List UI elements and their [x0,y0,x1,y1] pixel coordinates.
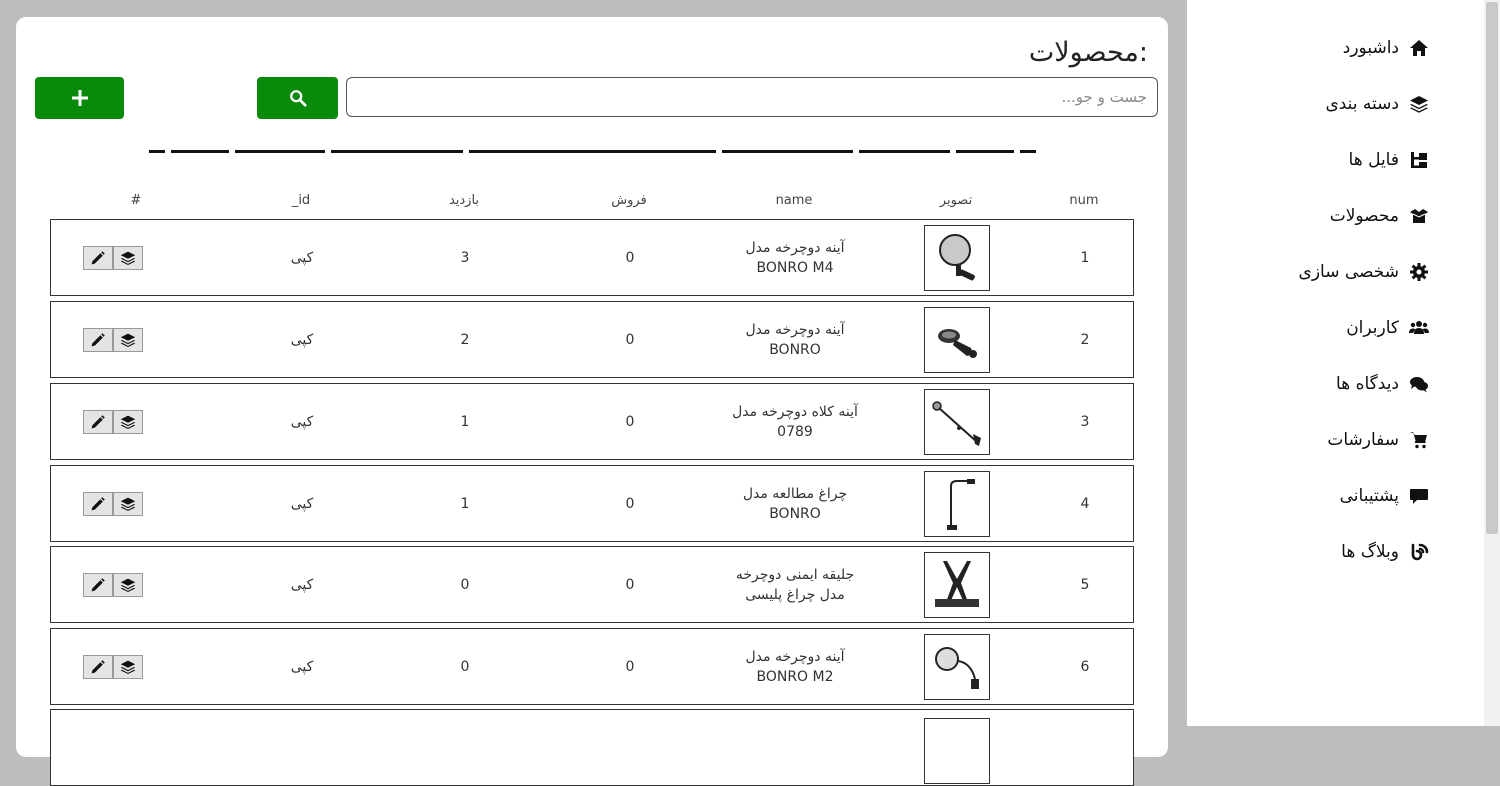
product-name [746,320,845,360]
sidebar-item-files[interactable] [1299,132,1429,188]
sidebar-item-label: سفارشات [1327,430,1399,450]
edit-button[interactable] [83,328,113,352]
header-name: name [775,193,813,208]
row-visits: 2 [460,331,470,348]
product-name [746,647,845,687]
sidebar-item-label: کاربران [1346,318,1399,338]
layers-icon [120,332,136,348]
pencil-icon [90,659,106,675]
header-sales: فروش [611,193,647,208]
edit-button[interactable] [83,410,113,434]
table-row [50,383,1134,460]
edit-button[interactable] [83,492,113,516]
search-input[interactable] [346,77,1158,117]
product-name [736,565,854,605]
sidebar-item-label: دسته بندی [1325,94,1399,114]
edit-button[interactable] [83,655,113,679]
cart-icon [1409,430,1429,450]
pencil-icon [90,414,106,430]
page-link[interactable] [171,150,229,153]
sidebar-item-label: پشتیبانی [1339,486,1399,506]
product-name-line: مدل چراغ پلیسی [745,586,845,603]
product-name-line: چراغ مطالعه مدل [742,485,848,502]
edit-button[interactable] [83,246,113,270]
page-link[interactable] [956,150,1014,153]
header-image: تصویر [939,193,973,208]
box-open-icon [1409,206,1429,226]
page-link[interactable] [235,150,325,153]
product-name-line: BONRO M2 [756,668,834,685]
row-num: 5 [1080,576,1090,593]
search-icon [289,89,307,107]
row-visits: 1 [460,495,470,512]
pencil-icon [90,496,106,512]
layers-icon [120,577,136,593]
row-visits: 0 [460,576,470,593]
sidebar-item-label: محصولات [1329,206,1399,226]
row-sales: 0 [625,658,635,675]
sidebar-item-label: شخصی سازی [1298,262,1399,282]
category-button[interactable] [113,573,143,597]
category-button[interactable] [113,410,143,434]
folder-tree-icon [1409,150,1429,170]
pencil-icon [90,332,106,348]
table-row [50,219,1134,296]
copy-id-link[interactable]: کپی [290,495,314,512]
product-thumbnail[interactable] [924,634,990,700]
row-num: 1 [1080,249,1090,266]
product-name [732,402,858,442]
row-sales: 0 [625,495,635,512]
home-icon [1409,38,1429,58]
row-sales: 0 [625,576,635,593]
product-name-line: BONRO [769,505,821,522]
table-row [50,709,1134,786]
product-name-line: BONRO [769,341,821,358]
add-product-button[interactable] [35,77,124,119]
pagination [149,150,1036,154]
page-link[interactable] [859,150,950,153]
product-name-line: جلیقه ایمنی دوچرخه [735,566,855,583]
products-panel [16,17,1168,757]
product-name-line: آینه دوچرخه مدل [745,321,845,338]
row-num: 6 [1080,658,1090,675]
row-num: 3 [1080,413,1090,430]
row-visits: 0 [460,658,470,675]
layers-icon [1409,94,1429,114]
category-button[interactable] [113,328,143,352]
sidebar-item-label: دیدگاه ها [1336,374,1399,394]
layers-icon [120,414,136,430]
sidebar-item-label: وبلاگ ها [1341,542,1399,562]
row-num: 2 [1080,331,1090,348]
search-button[interactable] [257,77,338,119]
table-row [50,465,1134,542]
category-button[interactable] [113,492,143,516]
page-title: محصولات: [1028,37,1148,68]
row-visits: 3 [460,249,470,266]
edit-button[interactable] [83,573,113,597]
header-actions: # [130,193,142,208]
product-name-line: آینه دوچرخه مدل [745,648,845,665]
page-link[interactable] [469,150,716,153]
sidebar-item-users[interactable] [1299,300,1429,356]
sidebar-item-products[interactable] [1299,188,1429,244]
round-mirror-image [929,230,985,286]
pencil-icon [90,250,106,266]
page-link[interactable] [1020,150,1036,153]
scrollbar-thumb[interactable] [1486,2,1498,534]
pencil-icon [90,577,106,593]
category-button[interactable] [113,655,143,679]
copy-id-link[interactable]: کپی [290,658,314,675]
row-sales: 0 [625,249,635,266]
row-sales: 0 [625,331,635,348]
plus-icon [70,88,90,108]
table-row [50,628,1134,705]
product-thumbnail[interactable] [924,471,990,537]
sidebar-item-label: داشبورد [1342,38,1399,58]
bar-mirror-image [929,312,985,368]
page-link[interactable] [722,150,853,153]
sidebar-item-categories[interactable] [1299,76,1429,132]
sidebar-item-support[interactable] [1299,468,1429,524]
gear-icon [1409,262,1429,282]
row-actions [83,492,143,516]
header-visits: بازدید [448,193,480,208]
layers-icon [120,496,136,512]
row-actions [83,328,143,352]
page-link[interactable] [149,150,165,153]
table-row [50,546,1134,623]
header-id: _id [291,193,311,208]
sidebar-nav [1299,20,1429,580]
copy-id-link[interactable]: کپی [290,413,314,430]
copy-id-link[interactable]: کپی [290,576,314,593]
product-thumbnail[interactable] [924,718,990,784]
sidebar-item-orders[interactable] [1299,412,1429,468]
copy-id-link[interactable]: کپی [290,331,314,348]
sidebar-item-comments[interactable] [1299,356,1429,412]
product-thumbnail[interactable] [924,225,990,291]
comments-icon [1409,374,1429,394]
product-name [746,238,845,278]
row-actions [83,410,143,434]
category-button[interactable] [113,246,143,270]
vest-image [929,557,985,613]
product-thumbnail[interactable] [924,307,990,373]
stem-mirror-image [929,639,985,695]
lamp-image [929,476,985,532]
sidebar-item-dashboard[interactable] [1299,20,1429,76]
table-header [50,193,1134,211]
copy-id-link[interactable]: کپی [290,249,314,266]
row-actions [83,655,143,679]
product-thumbnail[interactable] [924,389,990,455]
row-visits: 1 [460,413,470,430]
page-link[interactable] [331,150,463,153]
sidebar-item-label: فایل ها [1348,150,1399,170]
blog-icon [1409,542,1429,562]
row-num: 4 [1080,495,1090,512]
sidebar-item-blogs[interactable] [1299,524,1429,580]
layers-icon [120,659,136,675]
row-actions [83,246,143,270]
product-name [743,484,847,524]
product-name-line: آینه دوچرخه مدل [745,239,845,256]
product-name-line: BONRO M4 [756,259,834,276]
header-num: num [1069,193,1099,208]
helmet-mirror-image [929,394,985,450]
product-name-line: 0789 [777,423,813,440]
row-actions [83,573,143,597]
message-icon [1409,486,1429,506]
row-sales: 0 [625,413,635,430]
sidebar [1187,0,1484,726]
layers-icon [120,250,136,266]
product-thumbnail[interactable] [924,552,990,618]
users-icon [1409,318,1429,338]
sidebar-item-customization[interactable] [1299,244,1429,300]
table-row [50,301,1134,378]
product-name-line: آینه کلاه دوچرخه مدل [732,403,858,420]
